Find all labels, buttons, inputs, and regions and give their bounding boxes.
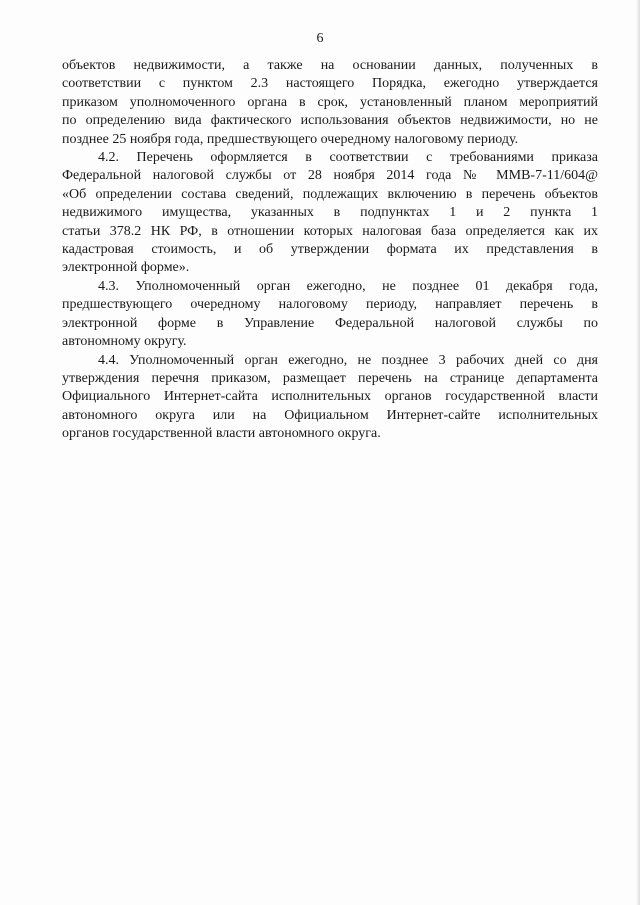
text-line: объектов недвижимости, а также на основании данных, полученных в	[62, 58, 598, 73]
text-line: кадастровая стоимость, и об утверждении формата их представления в	[62, 242, 598, 258]
text-line: автономного округа или на Официальном Интернет-сайте исполнительных	[62, 407, 598, 423]
paragraph-4-1-continuation	[62, 57, 598, 149]
text-line: автономному округу.	[62, 334, 187, 350]
text-line: органов государственной власти автономного округа.	[62, 426, 381, 442]
text-line: приказом уполномоченного органа в срок, установленный планом мероприятий	[62, 94, 598, 110]
text-line: 4.3. Уполномоченный орган ежегодно, не позднее 01 декабря года,	[98, 278, 598, 294]
page-number: 6	[316, 31, 324, 46]
text-line: соответствии с пунктом 2.3 настоящего Порядка, ежегодно утверждается	[62, 76, 598, 92]
text-line: электронной форме в Управление Федеральной налоговой службы по	[62, 315, 598, 331]
text-line: 4.4. Уполномоченный орган ежегодно, не позднее 3 рабочих дней со дня	[98, 352, 598, 368]
scan-edge	[636, 0, 640, 905]
text-line: статьи 378.2 НК РФ, в отношении которых налоговая база определяется как их	[62, 223, 598, 239]
text-line: «Об определении состава сведений, подлежащих включению в перечень объектов	[62, 186, 598, 202]
text-line: 4.2. Перечень оформляется в соответствии с требованиями приказа	[98, 150, 598, 166]
text-line: электронной форме».	[62, 260, 190, 276]
text-line: Федеральной налоговой службы от 28 ноября 2014 года № ММВ-7-11/604@	[62, 168, 598, 184]
text-line: утверждения перечня приказом, размещает перечень на странице департамента	[62, 370, 598, 386]
paragraph-4-4	[62, 352, 598, 444]
text-line: Официального Интернет-сайта исполнительных органов государственной власти	[62, 389, 598, 405]
paragraph-4-2	[62, 149, 598, 278]
text-line: по определению вида фактического использования объектов недвижимости, но не	[62, 113, 598, 129]
paragraph-4-3	[62, 278, 598, 352]
text-line: предшествующего очередному налоговому периоду, направляет перечень в	[62, 297, 598, 313]
text-line: позднее 25 ноября года, предшествующего очередному налоговому периоду.	[62, 131, 519, 147]
document-body	[62, 57, 598, 444]
text-line: недвижимого имущества, указанных в подпунктах 1 и 2 пункта 1	[62, 205, 598, 221]
